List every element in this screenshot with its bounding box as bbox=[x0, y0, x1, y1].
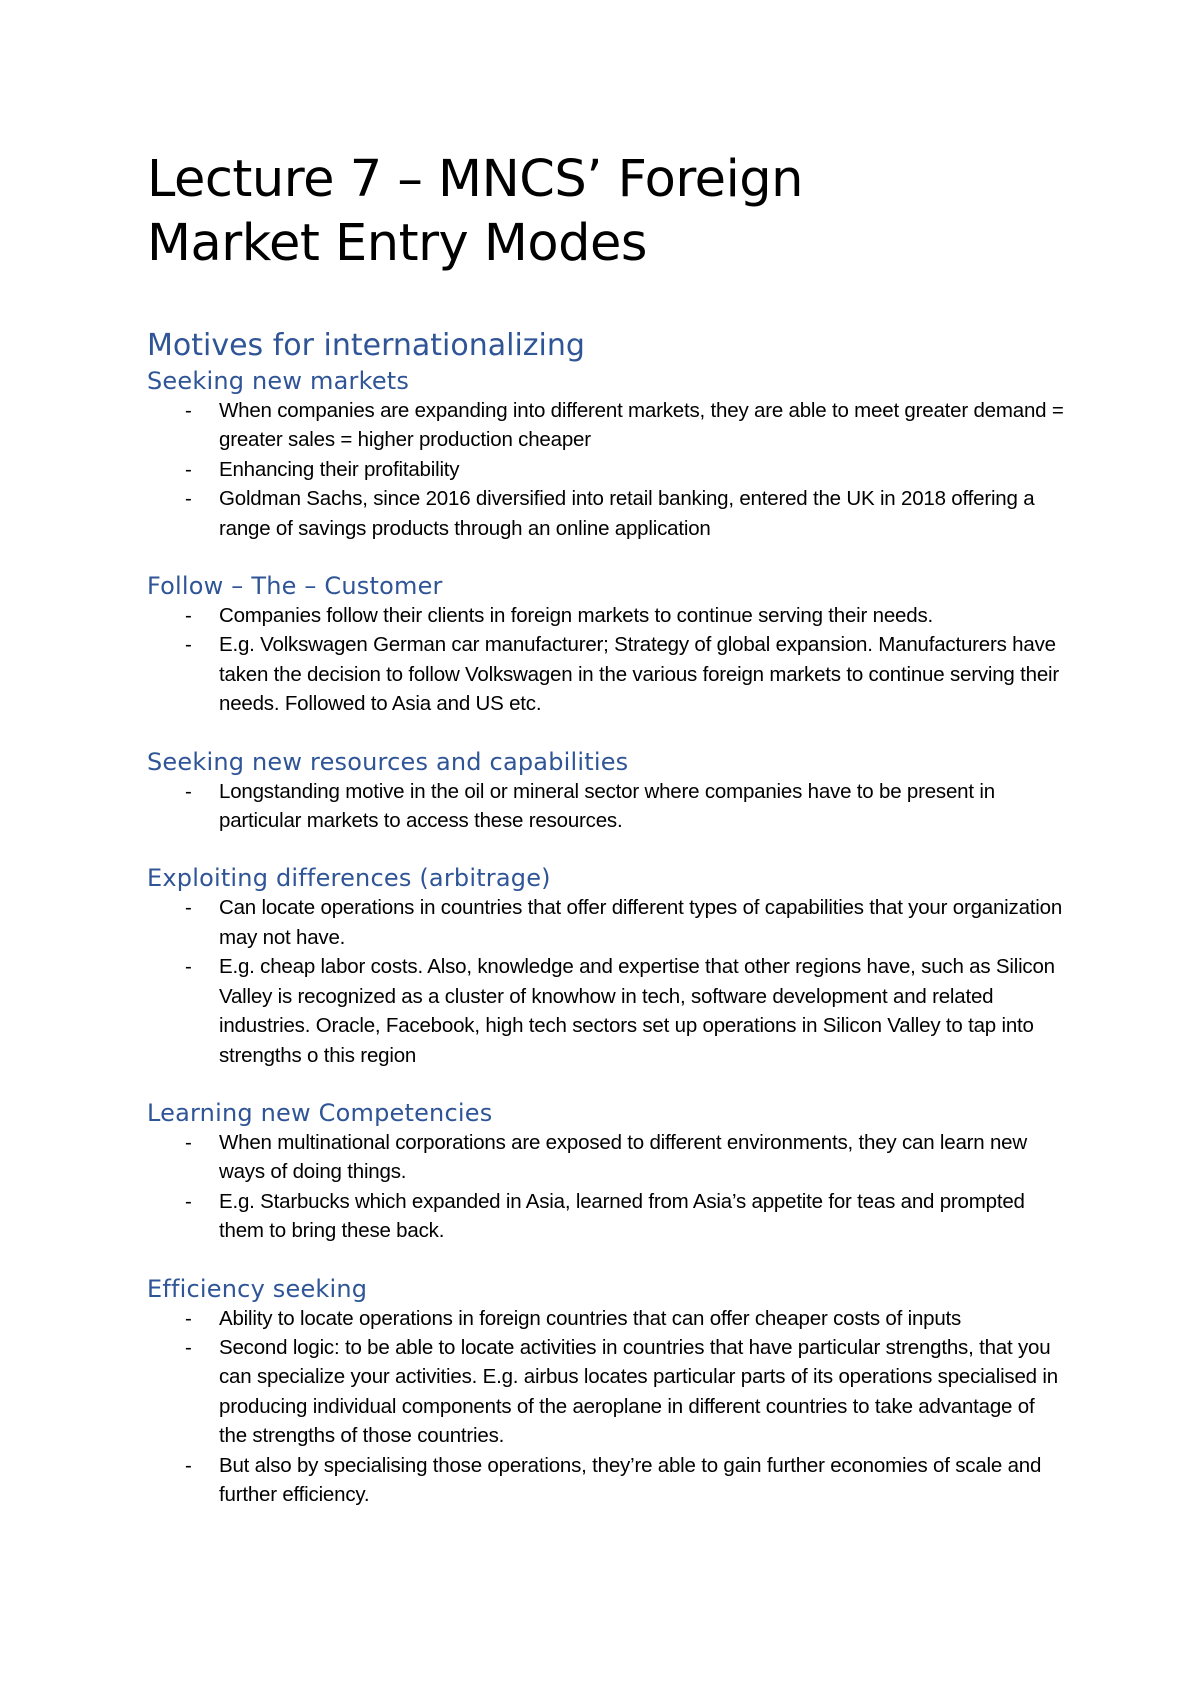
title-line-1: Lecture 7 – MNCS’ Foreign bbox=[147, 150, 803, 209]
dash-bullet: - bbox=[185, 633, 192, 657]
bullet-text: Second logic: to be able to locate activities in countries that have particular strengths, that you can specialize your activities. E.g. airbus locates particular parts of its operations specialised in producing individual components of the aeroplane in different countries to take advantage of the strengths of those countries. bbox=[219, 1335, 1058, 1448]
list-item bbox=[147, 1187, 1067, 1246]
list-item bbox=[147, 484, 1067, 543]
bullet-text: E.g. cheap labor costs. Also, knowledge and expertise that other regions have, such as Silicon Valley is recognized as a cluster of knowhow in tech, software development and related industries. Oracle, Facebook, high tech sectors set up operations in Silicon Valley to tap into strengths o this region bbox=[219, 955, 1055, 1067]
subsection-heading-efficiency-seeking: Efficiency seeking bbox=[147, 1274, 368, 1303]
bullet-text: Goldman Sachs, since 2016 diversified into retail banking, entered the UK in 2018 offering a range of savings products through an online application bbox=[219, 487, 1035, 540]
bullet-text: Companies follow their clients in foreign markets to continue serving their needs. bbox=[219, 604, 933, 628]
list-item bbox=[147, 952, 1067, 1070]
dash-bullet: - bbox=[185, 955, 192, 979]
list-item bbox=[147, 630, 1067, 718]
bullet-list bbox=[147, 893, 1067, 1069]
list-item bbox=[147, 1128, 1067, 1187]
bullet-text: When companies are expanding into different markets, they are able to meet greater demand = greater sales = higher production cheaper bbox=[219, 399, 1064, 452]
list-item bbox=[147, 396, 1067, 455]
bullet-list bbox=[147, 1128, 1067, 1246]
bullet-text: Ability to locate operations in foreign countries that can offer cheaper costs of inputs bbox=[219, 1306, 962, 1330]
list-item bbox=[147, 1304, 1067, 1333]
list-item bbox=[147, 1451, 1067, 1510]
list-item bbox=[147, 1333, 1067, 1451]
subsection-heading-seeking-new-resources: Seeking new resources and capabilities bbox=[147, 747, 629, 776]
bullet-list bbox=[147, 1304, 1067, 1510]
subsection-heading-seeking-new-markets: Seeking new markets bbox=[147, 367, 410, 395]
document-body bbox=[147, 148, 1067, 1509]
bullet-list bbox=[147, 777, 1067, 836]
dash-bullet: - bbox=[185, 1306, 192, 1330]
bullet-text: Enhancing their profitability bbox=[219, 457, 460, 481]
dash-bullet: - bbox=[185, 1130, 192, 1154]
dash-bullet: - bbox=[185, 604, 192, 628]
list-item bbox=[147, 601, 1067, 630]
dash-bullet: - bbox=[185, 457, 192, 481]
dash-bullet: - bbox=[185, 1335, 192, 1359]
subsection-heading-exploiting-differences: Exploiting differences (arbitrage) bbox=[147, 864, 551, 893]
bullet-text: But also by specialising those operations, they’re able to gain further economies of scale and further efficiency. bbox=[219, 1453, 1042, 1506]
dash-bullet: - bbox=[185, 399, 192, 422]
bullet-text: E.g. Starbucks which expanded in Asia, learned from Asia’s appetite for teas and prompted them to bring these back. bbox=[219, 1189, 1025, 1243]
dash-bullet: - bbox=[185, 487, 192, 511]
bullet-list bbox=[147, 396, 1067, 543]
subsection-heading-learning-new-competencies: Learning new Competencies bbox=[147, 1098, 493, 1127]
dash-bullet: - bbox=[185, 779, 192, 803]
list-item bbox=[147, 893, 1067, 952]
bullet-text: Can locate operations in countries that offer different types of capabilities that your organization may not have. bbox=[219, 896, 1063, 949]
list-item bbox=[147, 455, 1067, 484]
bullet-list bbox=[147, 601, 1067, 719]
subsection-heading-follow-the-customer: Follow – The – Customer bbox=[147, 572, 443, 601]
document-title bbox=[147, 148, 1067, 276]
dash-bullet: - bbox=[185, 1189, 192, 1213]
bullet-text: When multinational corporations are exposed to different environments, they can learn new ways of doing things. bbox=[219, 1130, 1027, 1184]
section-heading: Motives for internationalizing bbox=[147, 328, 585, 363]
title-line-2: Market Entry Modes bbox=[147, 214, 647, 273]
dash-bullet: - bbox=[185, 1453, 192, 1477]
bullet-text: Longstanding motive in the oil or mineral sector where companies have to be present in particular markets to access these resources. bbox=[219, 779, 995, 833]
list-item bbox=[147, 777, 1067, 836]
bullet-text: E.g. Volkswagen German car manufacturer; Strategy of global expansion. Manufacturers have taken the decision to follow Volkswagen in the various foreign markets to continue serving their needs. Followed to Asia and US etc. bbox=[219, 633, 1059, 716]
dash-bullet: - bbox=[185, 896, 192, 920]
